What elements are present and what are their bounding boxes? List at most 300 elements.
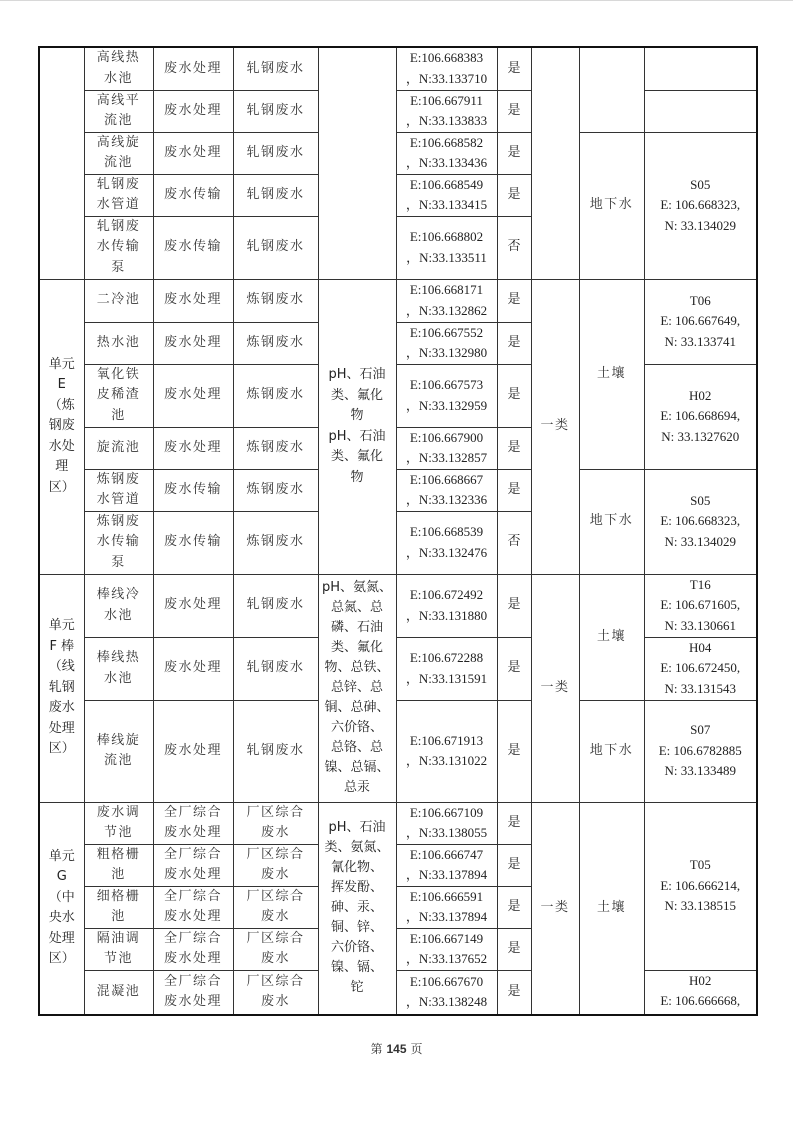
cell-text: 是	[507, 660, 521, 676]
cell-text: 废水处理	[163, 387, 222, 403]
type-line: 厂区综合	[246, 888, 305, 904]
pollutants-cell	[318, 279, 396, 574]
coord-east: E:106.667900	[409, 429, 484, 445]
page-footer	[0, 1040, 793, 1057]
page-top-edge	[0, 0, 793, 1]
facility-line: 泵	[111, 259, 126, 275]
cell-text: 是	[507, 439, 521, 455]
point-id: S05	[690, 176, 711, 192]
coordinate-cell	[396, 844, 497, 886]
unit-line: 水处	[48, 438, 75, 454]
coord-east: E:106.671913	[409, 732, 484, 748]
coordinate-cell	[396, 216, 497, 279]
table-row	[39, 802, 757, 844]
point-id: T05	[689, 857, 711, 873]
cell-text: 废水处理	[163, 144, 222, 160]
facility-name	[84, 928, 153, 970]
cell-text: 是	[507, 814, 521, 830]
cell-text: 废水处理	[163, 742, 222, 758]
unit-cell-empty	[39, 47, 84, 279]
coord-north: ，N:33.131022	[405, 753, 488, 768]
coord-north: ，N:33.132959	[405, 397, 488, 413]
cell-text: 废水处理	[163, 292, 222, 308]
cell-text: 是	[507, 387, 521, 403]
cell-text: 炼钢废水	[246, 292, 305, 308]
coord-north: ，N:33.138248	[405, 994, 488, 1010]
cell-text: 废水处理	[163, 334, 222, 350]
facility-line: 热水池	[96, 334, 141, 350]
pollutant-line: 类、氟化	[330, 640, 383, 655]
unit-line: 区）	[48, 479, 75, 495]
facility-line: 粗格栅	[96, 846, 141, 862]
coordinate-cell	[396, 279, 497, 322]
wastewater-type	[233, 469, 318, 511]
point-north: N: 33.133741	[664, 333, 736, 349]
monitoring-point	[644, 802, 757, 970]
pollutant-line: 六价铬、	[330, 940, 383, 956]
wastewater-type	[233, 637, 318, 700]
function-cell	[153, 886, 233, 928]
coord-north: ，N:33.133511	[406, 249, 487, 265]
cell-text: 炼钢废水	[246, 439, 305, 455]
point-east: E: 106.668323,	[660, 197, 741, 213]
facility-line: 水管道	[96, 492, 141, 507]
point-north: N: 33.134029	[664, 533, 736, 549]
wastewater-type	[233, 174, 318, 216]
cell-text: 废水传输	[163, 186, 222, 202]
cell-text: 是	[507, 144, 521, 160]
facility-name	[84, 802, 153, 844]
coordinate-cell	[396, 364, 497, 427]
facility-name	[84, 511, 153, 574]
cell-text: 是	[507, 856, 521, 872]
coord-east: E:106.668549	[409, 176, 484, 192]
point-id: H02	[689, 387, 712, 403]
pollutants-cell-empty	[318, 47, 396, 279]
cell-text: 轧钢废水	[246, 186, 305, 202]
pollutant-line: 总汞	[343, 780, 370, 795]
coordinate-cell	[396, 886, 497, 928]
table-row	[39, 637, 757, 700]
cell-text: 是	[507, 292, 521, 308]
facility-line: 废水调	[96, 804, 141, 820]
facility-line: 池	[111, 867, 126, 882]
point-east: E: 106.666214,	[660, 877, 741, 893]
facility-name	[84, 574, 153, 637]
coord-north: ，N:33.132476	[405, 544, 488, 560]
coord-east: E:106.667109	[409, 804, 484, 820]
coordinate-cell	[396, 90, 497, 132]
pollutant-line: 总铬、总	[330, 740, 383, 755]
unit-line: 单元	[48, 848, 75, 864]
function-cell	[153, 511, 233, 574]
type-line: 厂区综合	[246, 804, 305, 820]
facility-name	[84, 469, 153, 511]
wastewater-type	[233, 844, 318, 886]
unit-label	[39, 279, 84, 574]
facility-line: 高线平	[96, 92, 141, 108]
facility-name	[84, 322, 153, 364]
function-cell	[153, 970, 233, 1015]
monitoring-point	[644, 574, 757, 637]
facility-line: 水池	[103, 670, 133, 686]
flag-cell	[497, 47, 531, 90]
coordinate-cell	[396, 574, 497, 637]
point-east: E: 106.668694,	[660, 408, 741, 424]
function-line: 全厂综合	[163, 846, 222, 862]
facility-line: 皮稀渣	[96, 387, 141, 403]
footer-suffix: 页	[410, 1042, 423, 1056]
facility-line: 流池	[103, 753, 133, 768]
coord-east: E:106.668802	[409, 229, 484, 244]
cell-text: 轧钢废水	[246, 742, 305, 758]
coordinate-cell	[396, 700, 497, 802]
coord-east: E:106.668582	[409, 134, 484, 150]
pollutant-line: 镍、总镉、	[324, 760, 390, 775]
coord-east: E:106.667573	[409, 377, 484, 392]
coord-north: ，N:33.137894	[405, 909, 488, 924]
facility-line: 水管道	[96, 197, 141, 212]
point-east: E: 106.6782885	[658, 742, 742, 758]
pollutant-line: 砷、汞、	[330, 900, 383, 916]
point-id: H02	[689, 972, 712, 988]
pollutant-line: 磷、石油	[330, 620, 383, 635]
facility-line: 轧钢废	[96, 218, 141, 234]
coord-north: ，N:33.133710	[405, 70, 488, 86]
facility-line: 混凝池	[96, 984, 141, 999]
pollutant-line: pH、石油	[328, 820, 386, 836]
type-line: 厂区综合	[246, 846, 305, 862]
coordinate-cell	[396, 511, 497, 574]
unit-line: （中	[48, 889, 75, 905]
facility-line: 水传输	[96, 534, 141, 550]
point-east: E: 106.667649,	[660, 313, 741, 329]
cell-text: 废水处理	[163, 660, 222, 676]
wastewater-type	[233, 279, 318, 322]
coord-north: ，N:33.132336	[405, 492, 488, 507]
type-line: 废水	[260, 951, 290, 966]
monitoring-point	[644, 469, 757, 574]
monitoring-table	[38, 46, 758, 1016]
cell-text: 土壤	[596, 628, 626, 644]
category-cell-empty	[531, 47, 579, 279]
coordinate-cell	[396, 970, 497, 1015]
facility-line: 水传输	[96, 239, 141, 255]
page-number: 145	[386, 1042, 407, 1056]
cell-text: 是	[507, 60, 521, 76]
facility-line: 流池	[103, 155, 133, 170]
coord-east: E:106.666591	[409, 888, 484, 904]
point-east: E: 106.666668,	[660, 993, 741, 1008]
media-soil	[579, 279, 644, 469]
function-cell	[153, 574, 233, 637]
cell-text: 是	[507, 898, 521, 914]
type-line: 废水	[260, 994, 290, 1010]
pollutant-line: 类、氟化	[330, 387, 383, 403]
table-row	[39, 469, 757, 511]
pollutant-line: 总锌、总	[330, 680, 383, 695]
pollutant-line: pH、石油	[328, 428, 386, 444]
point-id: T16	[689, 576, 711, 592]
unit-label	[39, 574, 84, 802]
table-row	[39, 970, 757, 1015]
facility-name	[84, 970, 153, 1015]
footer-prefix: 第	[370, 1042, 383, 1056]
cell-text: 废水传输	[163, 481, 222, 497]
type-line: 废水	[260, 867, 290, 882]
cell-text: 否	[507, 239, 521, 255]
facility-line: 轧钢废	[96, 176, 141, 192]
pollutants-cell	[318, 574, 396, 802]
wastewater-type	[233, 132, 318, 174]
coord-east: E:106.672288	[409, 650, 484, 665]
unit-line: 理	[55, 459, 69, 475]
flag-cell	[497, 928, 531, 970]
pollutant-line: 氰化物、	[330, 860, 383, 876]
coord-north: ，N:33.132980	[405, 345, 488, 360]
wastewater-type	[233, 802, 318, 844]
facility-line: 泵	[111, 554, 126, 570]
point-id: S05	[690, 492, 711, 508]
point-east: E: 106.671605,	[660, 597, 741, 613]
table-row	[39, 279, 757, 322]
facility-name	[84, 886, 153, 928]
wastewater-type	[233, 216, 318, 279]
coordinate-cell	[396, 174, 497, 216]
function-cell	[153, 279, 233, 322]
pollutant-line: 挥发酚、	[330, 880, 383, 896]
function-line: 废水处理	[163, 825, 222, 840]
facility-line: 棒线旋	[96, 732, 141, 748]
coordinate-cell	[396, 928, 497, 970]
point-north: N: 33.133489	[664, 763, 736, 779]
coordinate-cell	[396, 802, 497, 844]
facility-name	[84, 132, 153, 174]
coord-north: ，N:33.133833	[405, 113, 488, 128]
point-id: S07	[690, 722, 711, 738]
facility-name	[84, 637, 153, 700]
coord-north: ，N:33.133415	[405, 197, 488, 212]
unit-line: 轧钢	[48, 679, 75, 695]
type-line: 废水	[260, 909, 290, 924]
coordinate-cell	[396, 469, 497, 511]
function-line: 全厂综合	[163, 930, 222, 946]
cell-text: 土壤	[596, 900, 626, 915]
wastewater-type	[233, 928, 318, 970]
flag-cell	[497, 700, 531, 802]
coordinate-cell	[396, 322, 497, 364]
facility-line: 细格栅	[96, 888, 141, 904]
flag-cell	[497, 132, 531, 174]
unit-line: 处理	[48, 720, 75, 736]
function-cell	[153, 90, 233, 132]
function-cell	[153, 700, 233, 802]
media-groundwater	[579, 469, 644, 574]
coord-north: ，N:33.131591	[405, 670, 488, 686]
facility-line: 池	[111, 407, 126, 423]
cell-text: 是	[507, 186, 521, 202]
flag-cell	[497, 216, 531, 279]
facility-line: 池	[111, 909, 126, 924]
cell-text: 轧钢废水	[246, 597, 305, 613]
facility-line: 炼钢废	[96, 513, 141, 529]
facility-line: 水池	[103, 70, 133, 86]
unit-line: 单元	[48, 618, 75, 634]
cell-text: 是	[507, 481, 521, 497]
function-line: 全厂综合	[163, 804, 222, 820]
cell-text: 废水处理	[163, 597, 222, 613]
coord-east: E:106.668667	[409, 471, 484, 487]
flag-cell	[497, 970, 531, 1015]
cell-text: 废水处理	[163, 439, 222, 455]
function-line: 全厂综合	[163, 973, 222, 989]
pollutant-line: 类、氨氮、	[324, 840, 390, 856]
coord-east: E:106.667911	[410, 92, 483, 108]
facility-line: 二冷池	[96, 292, 141, 308]
facility-name	[84, 90, 153, 132]
coord-north: ，N:33.132857	[405, 450, 488, 465]
pollutant-line: 物	[350, 408, 364, 423]
unit-line: （炼	[48, 397, 75, 413]
media-cell-empty	[579, 47, 644, 132]
pollutants-cell	[318, 802, 396, 1015]
function-cell	[153, 132, 233, 174]
unit-line: 单元	[48, 356, 75, 372]
coord-east: E:106.668171	[409, 282, 484, 297]
monitoring-point	[644, 637, 757, 700]
wastewater-type	[233, 322, 318, 364]
unit-line: F 棒	[49, 638, 75, 654]
pollutant-line: pH、石油	[328, 367, 386, 382]
media-soil	[579, 802, 644, 1015]
unit-line: G	[56, 869, 67, 885]
facility-line: 流池	[103, 113, 133, 128]
function-cell	[153, 364, 233, 427]
point-east: E: 106.668323,	[660, 513, 741, 529]
unit-line: （线	[48, 659, 75, 675]
table-row	[39, 700, 757, 802]
flag-cell	[497, 886, 531, 928]
wastewater-type	[233, 364, 318, 427]
facility-name	[84, 216, 153, 279]
table-row	[39, 364, 757, 427]
function-line: 废水处理	[163, 994, 222, 1010]
cell-text: 土壤	[596, 365, 626, 381]
coord-east: E:106.667149	[409, 930, 484, 946]
pollutant-line: 物、总铁、	[324, 660, 390, 675]
function-cell	[153, 469, 233, 511]
media-soil	[579, 574, 644, 700]
function-cell	[153, 637, 233, 700]
coord-east: E:106.667552	[409, 324, 484, 340]
unit-line: 区）	[48, 741, 75, 757]
facility-line: 旋流池	[96, 439, 141, 455]
monitoring-point	[644, 132, 757, 279]
category-cell	[531, 574, 579, 802]
function-cell	[153, 802, 233, 844]
cell-text: 是	[507, 984, 521, 999]
facility-name	[84, 844, 153, 886]
table-row	[39, 47, 757, 90]
cell-text: 轧钢废水	[246, 239, 305, 255]
point-north: N: 33.131543	[664, 680, 736, 696]
monitoring-point	[644, 970, 757, 1015]
flag-cell	[497, 174, 531, 216]
function-line: 废水处理	[163, 867, 222, 882]
point-north: N: 33.1327620	[661, 428, 740, 444]
facility-line: 棒线热	[96, 650, 141, 665]
coord-north: ，N:33.137652	[405, 951, 488, 966]
facility-line: 棒线冷	[96, 587, 141, 602]
cell-text: 轧钢废水	[246, 144, 305, 160]
coord-east: E:106.666747	[409, 846, 484, 862]
function-line: 全厂综合	[163, 888, 222, 904]
point-north: N: 33.130661	[664, 617, 736, 633]
cell-text: 废水传输	[163, 534, 222, 550]
flag-cell	[497, 279, 531, 322]
wastewater-type	[233, 886, 318, 928]
category-cell	[531, 802, 579, 1015]
coord-east: E:106.668539	[409, 524, 484, 539]
pollutant-line: pH、氨氮、	[321, 580, 393, 595]
facility-line: 高线热	[96, 50, 141, 66]
unit-line: 处理	[48, 930, 75, 946]
cell-text: 地下水	[589, 197, 634, 213]
coordinate-cell	[396, 132, 497, 174]
table-row	[39, 132, 757, 174]
unit-line: 央水	[48, 910, 75, 926]
coord-north: ，N:33.138055	[405, 825, 488, 840]
function-cell	[153, 216, 233, 279]
type-line: 厂区综合	[246, 973, 305, 989]
unit-line: 区）	[48, 951, 75, 967]
unit-line: 钢废	[48, 418, 75, 434]
pollutant-line: 类、氟化	[330, 449, 383, 464]
coord-north: ，N:33.137894	[405, 867, 488, 882]
function-line: 废水处理	[163, 951, 222, 966]
point-north: N: 33.134029	[664, 217, 736, 233]
coordinate-cell	[396, 637, 497, 700]
point-north: N: 33.138515	[664, 898, 736, 914]
coordinate-cell	[396, 427, 497, 469]
cell-text: 地下水	[589, 742, 634, 758]
cell-text: 地下水	[589, 513, 634, 529]
cell-text: 否	[507, 534, 521, 550]
wastewater-type	[233, 511, 318, 574]
cell-text: 是	[507, 102, 521, 118]
unit-line: E	[57, 377, 66, 393]
facility-line: 节池	[103, 825, 133, 840]
function-cell	[153, 928, 233, 970]
function-line: 废水处理	[163, 909, 222, 924]
facility-line: 高线旋	[96, 134, 141, 150]
cell-text: 是	[507, 334, 521, 350]
flag-cell	[497, 637, 531, 700]
function-cell	[153, 844, 233, 886]
facility-line: 炼钢废	[96, 471, 141, 487]
flag-cell	[497, 574, 531, 637]
facility-line: 节池	[103, 951, 133, 966]
coord-north: ，N:33.132862	[405, 302, 488, 318]
pollutant-line: 总氮、总	[330, 600, 383, 615]
point-id: H04	[689, 639, 712, 655]
pollutant-line: 镍、镉、	[330, 960, 383, 976]
wastewater-type	[233, 427, 318, 469]
wastewater-type	[233, 970, 318, 1015]
function-cell	[153, 174, 233, 216]
facility-name	[84, 700, 153, 802]
wastewater-type	[233, 47, 318, 90]
